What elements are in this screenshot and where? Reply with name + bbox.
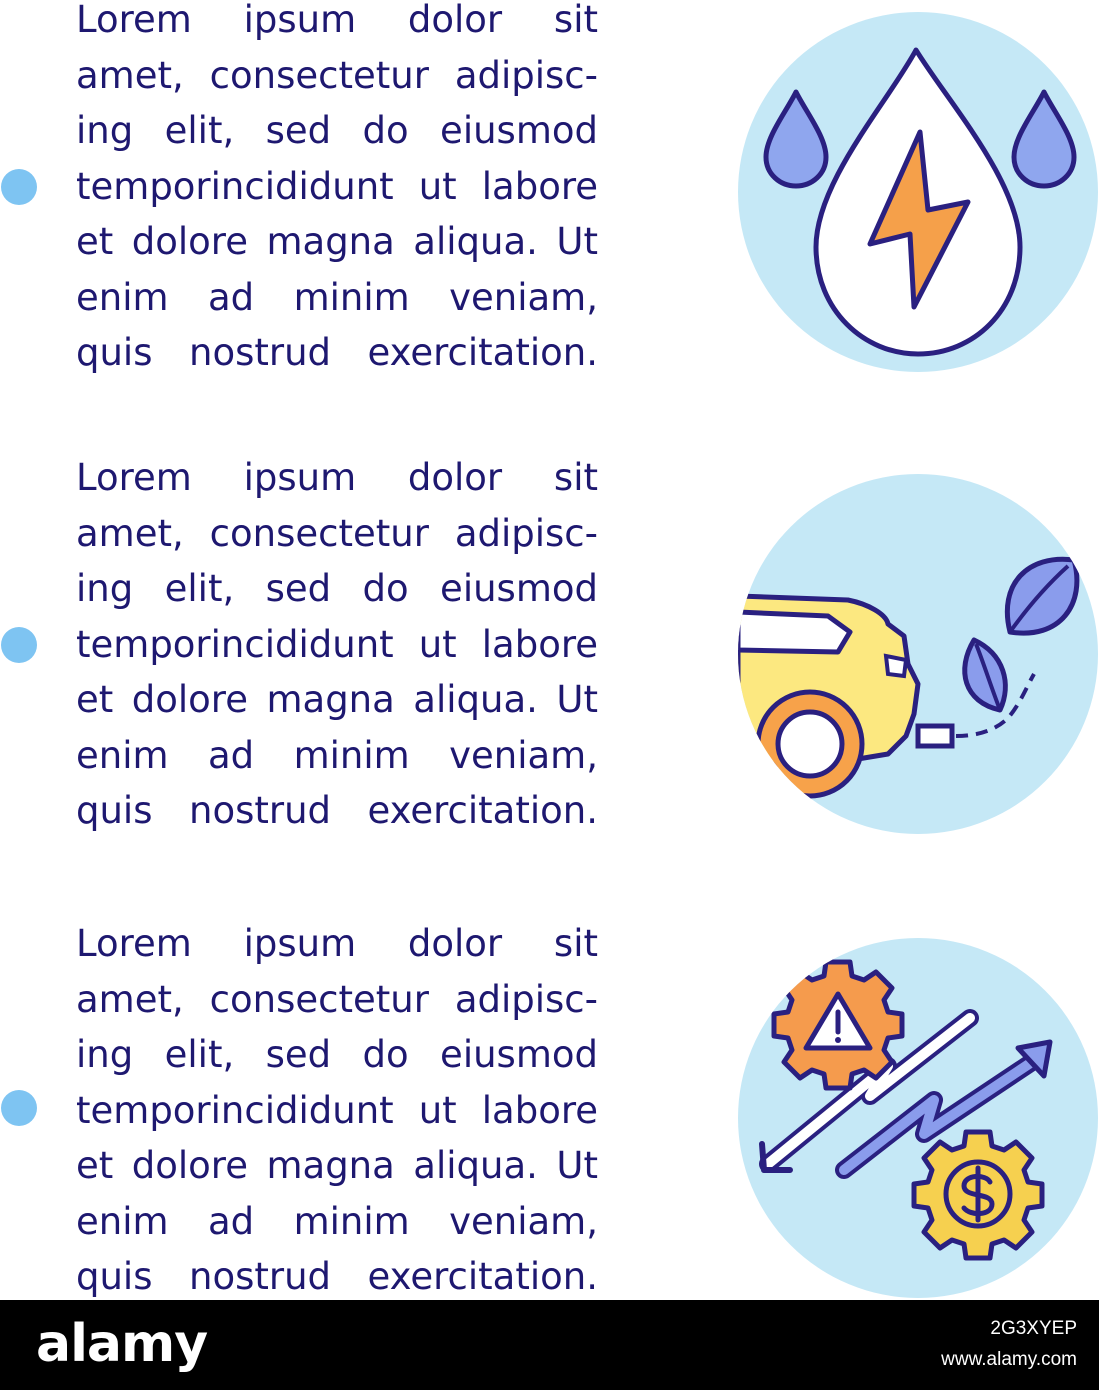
paragraph-text bbox=[76, 916, 598, 1305]
bullet-marker bbox=[1, 169, 37, 205]
paragraph-line: et dolore magna aliqua. Ut bbox=[76, 1144, 598, 1187]
paragraph-line: enim ad minim veniam, bbox=[76, 275, 598, 319]
paragraph-line: ing elit, sed do eiusmod bbox=[76, 109, 598, 152]
paragraph-line: temporincididunt ut labore bbox=[76, 1088, 598, 1132]
section-3 bbox=[0, 920, 1099, 1340]
section-1 bbox=[0, 0, 1099, 420]
bullet-marker bbox=[1, 627, 37, 663]
paragraph-line: temporincididunt ut labore bbox=[76, 622, 598, 666]
paragraph-line: quis nostrud exercitation. bbox=[76, 789, 598, 832]
gear-warning-dollar-arrows-icon bbox=[738, 938, 1098, 1298]
paragraph-line: temporincididunt ut labore bbox=[76, 164, 598, 208]
paragraph-text bbox=[76, 0, 598, 381]
paragraph-line: enim ad minim veniam, bbox=[76, 733, 598, 777]
paragraph-line: ing elit, sed do eiusmod bbox=[76, 567, 598, 610]
car-exhaust-leaf-icon bbox=[738, 474, 1098, 834]
paragraph-line: quis nostrud exercitation. bbox=[76, 1255, 598, 1298]
paragraph-line: et dolore magna aliqua. Ut bbox=[76, 678, 598, 721]
paragraph-line: amet, consectetur adipisc- bbox=[76, 977, 598, 1021]
watermark-footer bbox=[0, 1300, 1099, 1390]
electric-water-drop-icon bbox=[738, 12, 1098, 372]
paragraph-line: Lorem ipsum dolor sit bbox=[76, 456, 598, 499]
paragraph-line: Lorem ipsum dolor sit bbox=[76, 922, 598, 965]
paragraph-line: quis nostrud exercitation. bbox=[76, 331, 598, 374]
paragraph-line: Lorem ipsum dolor sit bbox=[76, 0, 598, 41]
bullet-marker bbox=[1, 1090, 37, 1126]
paragraph-line: amet, consectetur adipisc- bbox=[76, 53, 598, 97]
site-url: www.alamy.com bbox=[941, 1349, 1077, 1370]
paragraph-line: ing elit, sed do eiusmod bbox=[76, 1033, 598, 1076]
alamy-logo: alamy bbox=[36, 1314, 208, 1374]
paragraph-text bbox=[76, 450, 598, 839]
paragraph-line: amet, consectetur adipisc- bbox=[76, 511, 598, 555]
paragraph-line: et dolore magna aliqua. Ut bbox=[76, 220, 598, 263]
image-id: 2G3XYEP bbox=[990, 1318, 1077, 1339]
section-2 bbox=[0, 456, 1099, 880]
paragraph-line: enim ad minim veniam, bbox=[76, 1199, 598, 1243]
